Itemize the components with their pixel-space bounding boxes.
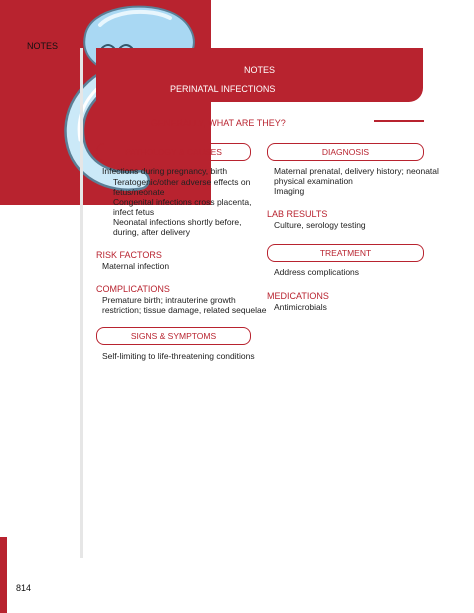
complications-line: restriction; tissue damage, related sequelae <box>102 305 267 315</box>
page-number: 814 <box>16 583 32 593</box>
page-title: PERINATAL INFECTIONS <box>170 84 276 94</box>
notes-corner-label: NOTES <box>27 41 59 51</box>
lab-results-heading: LAB RESULTS <box>267 209 328 219</box>
medications-line: Antimicrobials <box>274 302 327 312</box>
diagnosis-pill: DIAGNOSIS <box>267 143 424 161</box>
banner-notes-label: NOTES <box>243 65 275 75</box>
pathology-line: during, after delivery <box>113 227 191 237</box>
risk-factors-line: Maternal infection <box>102 261 170 271</box>
complications-heading: COMPLICATIONS <box>96 284 170 294</box>
signs-symptoms-pill: SIGNS & SYMPTOMS <box>96 327 251 345</box>
page-edge-bar <box>0 537 7 613</box>
risk-factors-heading: RISK FACTORS <box>96 250 162 260</box>
pathology-line: Teratogenic/other adverse effects on <box>113 177 251 187</box>
title-banner <box>96 48 423 102</box>
section-divider-right <box>374 120 424 122</box>
complications-line: Premature birth; intrauterine growth <box>102 295 236 305</box>
diagnosis-line: physical examination <box>274 176 353 186</box>
pathology-line: fetus/neonate <box>113 187 165 197</box>
section-divider-left <box>100 121 140 122</box>
notes-margin-line <box>80 48 83 558</box>
medications-heading: MEDICATIONS <box>267 291 329 301</box>
treatment-pill: TREATMENT <box>267 244 424 262</box>
signs-line: Self-limiting to life-threatening conditions <box>102 351 255 361</box>
pathology-line: Congenital infections cross placenta, <box>113 197 252 207</box>
pathology-line: Infections during pregnancy, birth <box>102 166 228 176</box>
treatment-line: Address complications <box>274 267 360 277</box>
pathology-line: Neonatal infections shortly before, <box>113 217 242 227</box>
diagnosis-line: Imaging <box>274 186 305 196</box>
pathology-line: infect fetus <box>113 207 155 217</box>
pathology-pill: PATHOLOGY & CAUSES <box>96 143 251 161</box>
diagnosis-line: Maternal prenatal, delivery history; neonatal <box>274 166 439 176</box>
general-heading: GENERALLY, WHAT ARE THEY? <box>151 118 286 128</box>
lab-results-line: Culture, serology testing <box>274 220 366 230</box>
